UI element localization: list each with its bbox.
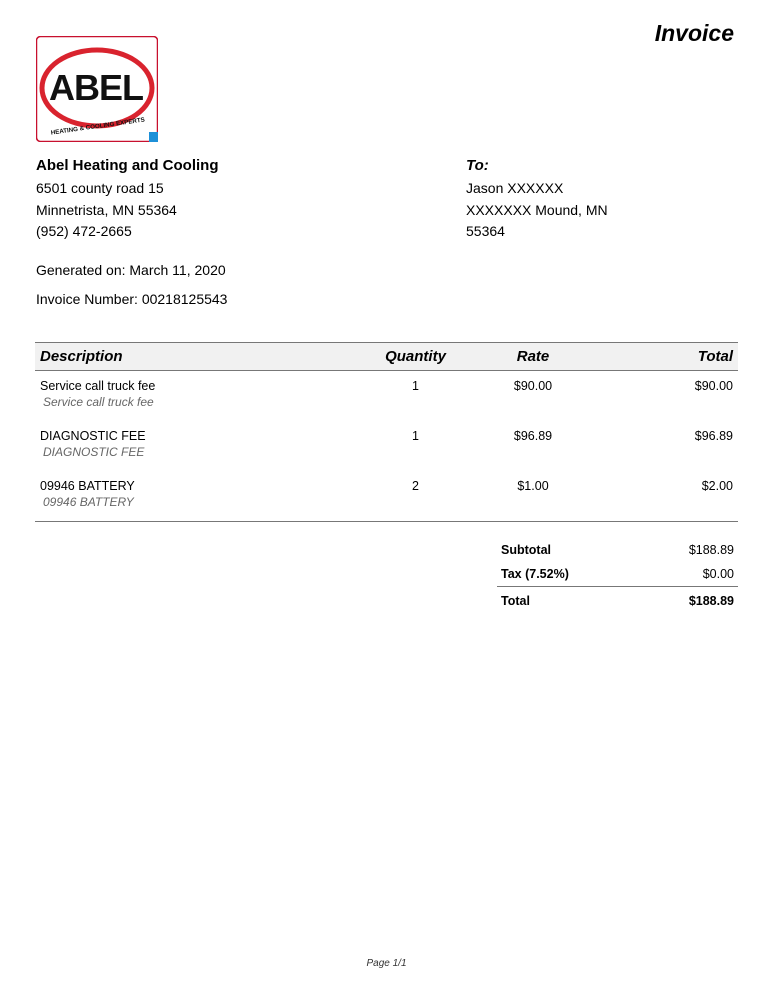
logo-wordmark: ABEL — [49, 67, 143, 108]
company-name: Abel Heating and Cooling — [36, 157, 219, 174]
tax-label: Tax (7.52%) — [501, 567, 569, 581]
item-detail: DIAGNOSTIC FEE — [43, 444, 145, 459]
company-phone: (952) 472-2665 — [36, 223, 132, 239]
subtotal-label: Subtotal — [501, 543, 551, 557]
item-quantity: 1 — [412, 429, 419, 443]
table-row-detail — [35, 394, 738, 421]
generated-date: Generated on: March 11, 2020 — [36, 262, 226, 278]
company-address-line-2: Minnetrista, MN 55364 — [36, 202, 177, 218]
item-detail: 09946 BATTERY — [35, 494, 738, 522]
item-description: DIAGNOSTIC FEE — [40, 429, 146, 443]
table-row — [35, 421, 738, 444]
table-row — [35, 371, 738, 395]
customer-address: XXXXXXX Mound, MN — [466, 202, 608, 218]
item-rate: $1.00 — [517, 479, 549, 493]
item-rate: $90.00 — [513, 379, 553, 393]
grand-total-label: Total — [497, 587, 639, 616]
tax-row — [497, 562, 738, 587]
header-quantity: Quantity — [363, 343, 468, 371]
company-logo — [36, 36, 158, 142]
tax-value: $0.00 — [702, 567, 734, 581]
subtotal-value: $188.89 — [688, 543, 734, 557]
item-description: 09946 BATTERY — [40, 479, 135, 493]
grand-total-row — [497, 587, 738, 616]
totals-table — [497, 538, 738, 615]
item-description: Service call truck fee — [40, 379, 156, 393]
table-header-row — [35, 343, 738, 371]
invoice-number: Invoice Number: 00218125543 — [36, 291, 228, 307]
logo-tagline: HEATING & COOLING EXPERTS — [50, 116, 146, 137]
bill-to-label: To: — [466, 157, 489, 174]
line-items-table — [35, 342, 738, 522]
item-total: $90.00 — [694, 379, 733, 393]
header-rate: Rate — [468, 343, 598, 371]
item-rate: $96.89 — [513, 429, 553, 443]
table-row-detail — [35, 444, 738, 471]
item-detail: Service call truck fee — [43, 394, 154, 409]
header-total: Total — [598, 343, 738, 371]
company-address-line-1: 6501 county road 15 — [36, 180, 164, 196]
customer-name: Jason XXXXXX — [466, 180, 564, 196]
item-quantity: 2 — [412, 479, 419, 493]
customer-zip: 55364 — [466, 223, 505, 239]
item-total: $96.89 — [694, 429, 733, 443]
page-number: Page 1/1 — [366, 958, 407, 969]
grand-total-value: $188.89 — [639, 587, 738, 616]
item-quantity: 1 — [412, 379, 419, 393]
table-row-detail — [35, 494, 738, 522]
invoice-title: Invoice — [654, 20, 734, 46]
subtotal-row — [497, 538, 738, 562]
item-total: $2.00 — [701, 479, 733, 493]
logo-graphic — [36, 36, 158, 142]
header-description: Description — [35, 343, 363, 371]
table-row — [35, 471, 738, 494]
